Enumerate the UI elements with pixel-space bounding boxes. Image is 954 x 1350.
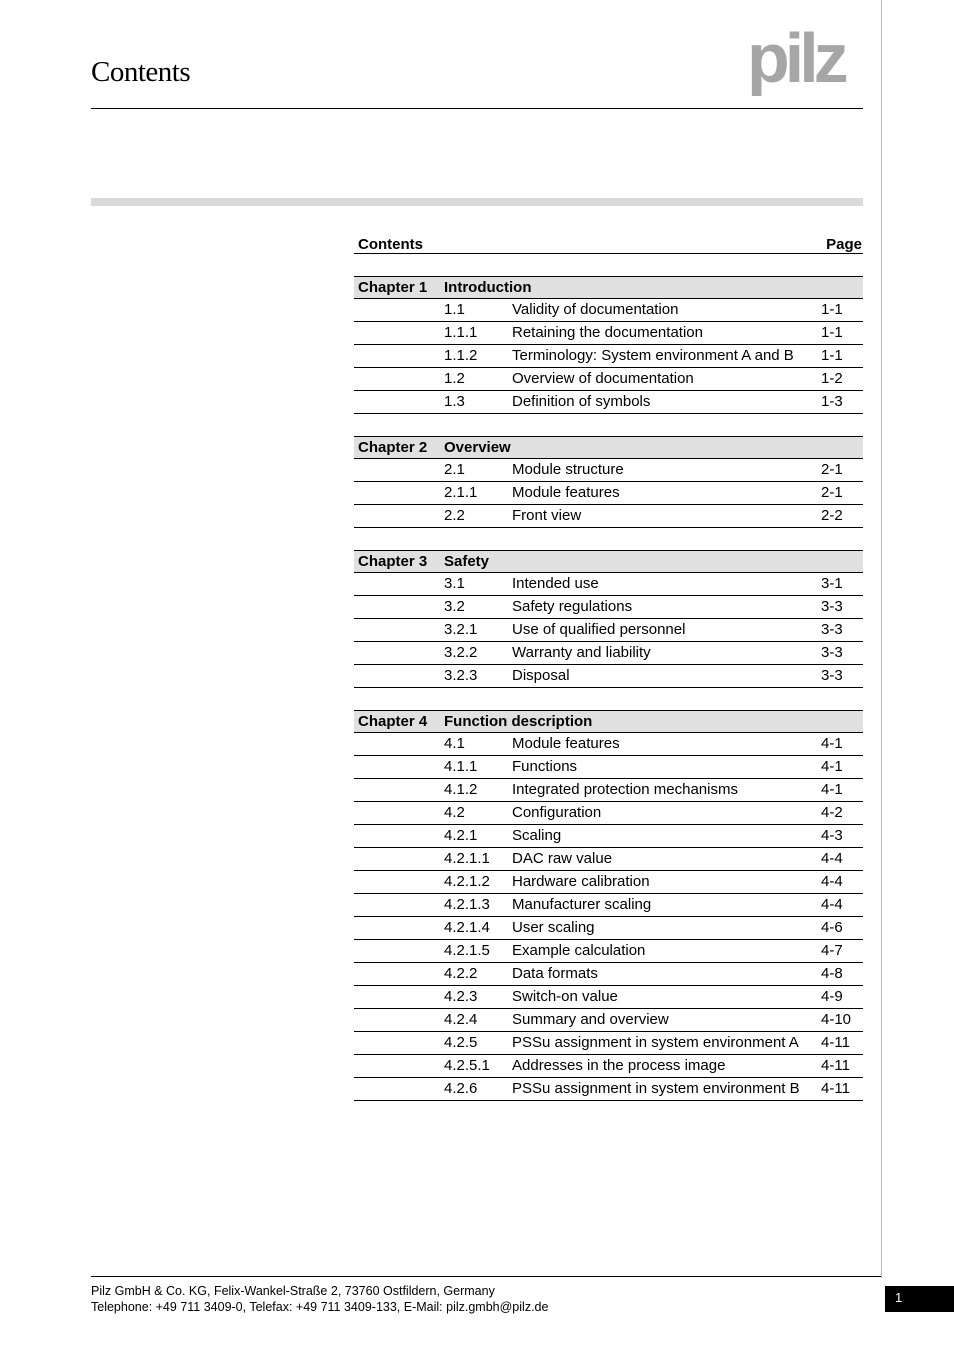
- entry-title: Module features: [512, 484, 620, 501]
- toc-entry-row[interactable]: [354, 755, 863, 778]
- chapter-title: Overview: [444, 439, 511, 456]
- entry-page: 4-2: [821, 804, 843, 821]
- entry-indent: [354, 597, 444, 618]
- entry-indent: [354, 574, 444, 595]
- chapter-heading-row: [354, 436, 863, 459]
- entry-number: 4.2.6: [444, 1080, 478, 1097]
- entry-number: 4.2: [444, 804, 465, 821]
- entry-number: 4.2.4: [444, 1011, 478, 1028]
- entry-page: 2-1: [821, 484, 843, 501]
- entry-title: Intended use: [512, 575, 599, 592]
- page-number: 1: [885, 1286, 954, 1312]
- chapter-title: Safety: [444, 553, 490, 570]
- toc-entry-row[interactable]: [354, 573, 863, 595]
- entry-number: 2.2: [444, 507, 465, 524]
- entry-indent: [354, 757, 444, 778]
- entry-number: 4.2.1.1: [444, 850, 490, 867]
- entry-title: Addresses in the process image: [512, 1057, 726, 1074]
- entry-indent: [354, 620, 444, 641]
- entry-title: Terminology: System environment A and B: [512, 347, 794, 364]
- entry-indent: [354, 392, 444, 413]
- entry-indent: [354, 460, 444, 481]
- entry-indent: [354, 346, 444, 367]
- entry-page: 2-1: [821, 461, 843, 478]
- entry-page: 3-1: [821, 575, 843, 592]
- chapter-heading-row: [354, 710, 863, 733]
- entry-page: 4-1: [821, 735, 843, 752]
- entry-number: 4.2.3: [444, 988, 478, 1005]
- toc-chapter: [354, 436, 863, 528]
- footer-address: Pilz GmbH & Co. KG, Felix-Wankel-Straße 2, 73760 Ostfildern, Germany: [91, 1284, 495, 1298]
- entry-title: Hardware calibration: [512, 873, 650, 890]
- entry-number: 3.2: [444, 598, 465, 615]
- entry-number: 3.2.3: [444, 667, 478, 684]
- entry-number: 3.2.2: [444, 644, 478, 661]
- entry-indent: [354, 643, 444, 664]
- toc-entry-row[interactable]: [354, 801, 863, 824]
- entry-page: 4-6: [821, 919, 843, 936]
- toc-entry-row[interactable]: [354, 916, 863, 939]
- toc-entry-row[interactable]: [354, 1054, 863, 1077]
- entry-page: 4-4: [821, 896, 843, 913]
- entry-number: 4.2.1.3: [444, 896, 490, 913]
- entry-indent: [354, 918, 444, 939]
- chapter-heading-row: [354, 276, 863, 299]
- chapter-label: Chapter 3: [358, 553, 428, 570]
- footer-contact: Telephone: +49 711 3409-0, Telefax: +49 711 3409-133, E-Mail: pilz.gmbh@pilz.de: [91, 1300, 549, 1314]
- entry-indent: [354, 849, 444, 870]
- entry-number: 4.2.1.5: [444, 942, 490, 959]
- entry-page: 4-8: [821, 965, 843, 982]
- logo-text: pilz: [747, 28, 844, 96]
- footer-rule: [91, 1276, 881, 1277]
- entry-title: Example calculation: [512, 942, 646, 959]
- toc-heading-contents: Contents: [358, 236, 423, 253]
- entry-title: Module structure: [512, 461, 624, 478]
- chapter-label: Chapter 4: [358, 713, 428, 730]
- toc-entry-row[interactable]: [354, 870, 863, 893]
- margin-rule: [881, 0, 882, 1278]
- entry-number: 1.2: [444, 370, 465, 387]
- entry-indent: [354, 323, 444, 344]
- toc-entry-row[interactable]: [354, 367, 863, 390]
- entry-number: 4.2.1.4: [444, 919, 490, 936]
- entry-page: 4-9: [821, 988, 843, 1005]
- entry-page: 3-3: [821, 621, 843, 638]
- entry-indent: [354, 666, 444, 687]
- entry-number: 4.2.1.2: [444, 873, 490, 890]
- toc-chapter: [354, 550, 863, 688]
- entry-indent: [354, 895, 444, 916]
- entry-indent: [354, 826, 444, 847]
- entry-indent: [354, 872, 444, 893]
- chapter-label: Chapter 1: [358, 279, 428, 296]
- toc-chapters: [354, 276, 863, 1101]
- entry-title: Front view: [512, 507, 582, 524]
- entry-indent: [354, 369, 444, 390]
- toc-entry-row[interactable]: [354, 893, 863, 916]
- toc-entry-row[interactable]: [354, 824, 863, 847]
- entry-number: 3.1: [444, 575, 465, 592]
- toc-entry-row[interactable]: [354, 733, 863, 755]
- entry-title: Summary and overview: [512, 1011, 669, 1028]
- entry-page: 1-1: [821, 347, 843, 364]
- entry-title: PSSu assignment in system environment A: [512, 1034, 799, 1051]
- entry-page: 4-3: [821, 827, 843, 844]
- toc-entry-row[interactable]: [354, 390, 863, 413]
- entry-title: PSSu assignment in system environment B: [512, 1080, 800, 1097]
- toc-entry-row[interactable]: [354, 459, 863, 481]
- entry-title: Disposal: [512, 667, 570, 684]
- toc-entry-row[interactable]: [354, 481, 863, 504]
- entry-indent: [354, 1056, 444, 1077]
- entry-page: 2-2: [821, 507, 843, 524]
- toc-entry-row[interactable]: [354, 664, 863, 687]
- entry-indent: [354, 964, 444, 985]
- entry-title: Switch-on value: [512, 988, 618, 1005]
- entry-number: 4.2.5: [444, 1034, 478, 1051]
- entry-indent: [354, 803, 444, 824]
- toc-header: [354, 228, 863, 254]
- entry-title: Warranty and liability: [512, 644, 651, 661]
- entry-number: 4.1.2: [444, 781, 478, 798]
- entry-title: Overview of documentation: [512, 370, 694, 387]
- entry-page: 4-7: [821, 942, 843, 959]
- chapter-label: Chapter 2: [358, 439, 428, 456]
- toc-heading-page: Page: [826, 236, 862, 253]
- entry-indent: [354, 780, 444, 801]
- entry-indent: [354, 987, 444, 1008]
- entry-number: 4.2.5.1: [444, 1057, 490, 1074]
- footer: [91, 1283, 548, 1315]
- entry-number: 1.3: [444, 393, 465, 410]
- toc-entry-row[interactable]: [354, 1008, 863, 1031]
- toc-entry-row[interactable]: [354, 778, 863, 801]
- entry-indent: [354, 1010, 444, 1031]
- toc-entry-row[interactable]: [354, 641, 863, 664]
- entry-indent: [354, 941, 444, 962]
- entry-page: 1-3: [821, 393, 843, 410]
- chapter-title: Introduction: [444, 279, 532, 296]
- entry-number: 1.1: [444, 301, 465, 318]
- entry-number: 2.1.1: [444, 484, 478, 501]
- entry-page: 4-10: [821, 1011, 852, 1028]
- chapter-title: Function description: [444, 713, 593, 730]
- entry-page: 4-4: [821, 850, 843, 867]
- entry-title: Validity of documentation: [512, 301, 679, 318]
- entry-title: Functions: [512, 758, 578, 775]
- entry-indent: [354, 483, 444, 504]
- entry-page: 3-3: [821, 598, 843, 615]
- entry-page: 1-2: [821, 370, 843, 387]
- entry-page: 3-3: [821, 667, 843, 684]
- toc-entry-row[interactable]: [354, 595, 863, 618]
- entry-page: 4-11: [821, 1057, 850, 1074]
- entry-number: 4.1: [444, 735, 465, 752]
- title-rule: [91, 108, 863, 109]
- toc-chapter: [354, 710, 863, 1101]
- entry-title: Retaining the documentation: [512, 324, 703, 341]
- toc-entry-row[interactable]: [354, 962, 863, 985]
- toc-entry-row[interactable]: [354, 618, 863, 641]
- toc-entry-row[interactable]: [354, 299, 863, 321]
- entry-page: 4-11: [821, 1080, 850, 1097]
- toc-entry-row[interactable]: [354, 504, 863, 527]
- entry-title: Manufacturer scaling: [512, 896, 652, 913]
- entry-number: 4.2.2: [444, 965, 478, 982]
- entry-title: Use of qualified personnel: [512, 621, 686, 638]
- toc-entry-row[interactable]: [354, 847, 863, 870]
- entry-number: 4.2.1: [444, 827, 478, 844]
- toc-entry-row[interactable]: [354, 344, 863, 367]
- entry-number: 1.1.2: [444, 347, 478, 364]
- entry-page: 4-1: [821, 758, 843, 775]
- table-of-contents: [354, 228, 863, 1101]
- toc-entry-row[interactable]: [354, 939, 863, 962]
- entry-indent: [354, 300, 444, 321]
- entry-title: User scaling: [512, 919, 595, 936]
- entry-indent: [354, 1033, 444, 1054]
- entry-number: 3.2.1: [444, 621, 478, 638]
- entry-title: Configuration: [512, 804, 602, 821]
- toc-entry-row[interactable]: [354, 1031, 863, 1054]
- entry-title: Module features: [512, 735, 620, 752]
- entry-page: 4-11: [821, 1034, 850, 1051]
- entry-number: 4.1.1: [444, 758, 478, 775]
- entry-indent: [354, 734, 444, 755]
- entry-page: 3-3: [821, 644, 843, 661]
- entry-indent: [354, 1079, 444, 1100]
- entry-title: Definition of symbols: [512, 393, 651, 410]
- toc-chapter: [354, 276, 863, 414]
- entry-page: 1-1: [821, 324, 843, 341]
- entry-title: Integrated protection mechanisms: [512, 781, 738, 798]
- entry-indent: [354, 506, 444, 527]
- entry-page: 4-4: [821, 873, 843, 890]
- entry-title: Safety regulations: [512, 598, 633, 615]
- chapter-heading-row: [354, 550, 863, 573]
- toc-entry-row[interactable]: [354, 321, 863, 344]
- entry-title: Scaling: [512, 827, 562, 844]
- entry-title: DAC raw value: [512, 850, 613, 867]
- entry-number: 1.1.1: [444, 324, 478, 341]
- entry-page: 1-1: [821, 301, 843, 318]
- section-band: [91, 198, 863, 206]
- entry-number: 2.1: [444, 461, 465, 478]
- entry-title: Data formats: [512, 965, 598, 982]
- pilz-logo: [747, 28, 867, 96]
- toc-entry-row[interactable]: [354, 1077, 863, 1100]
- page-title: Contents: [91, 56, 191, 88]
- entry-page: 4-1: [821, 781, 843, 798]
- toc-entry-row[interactable]: [354, 985, 863, 1008]
